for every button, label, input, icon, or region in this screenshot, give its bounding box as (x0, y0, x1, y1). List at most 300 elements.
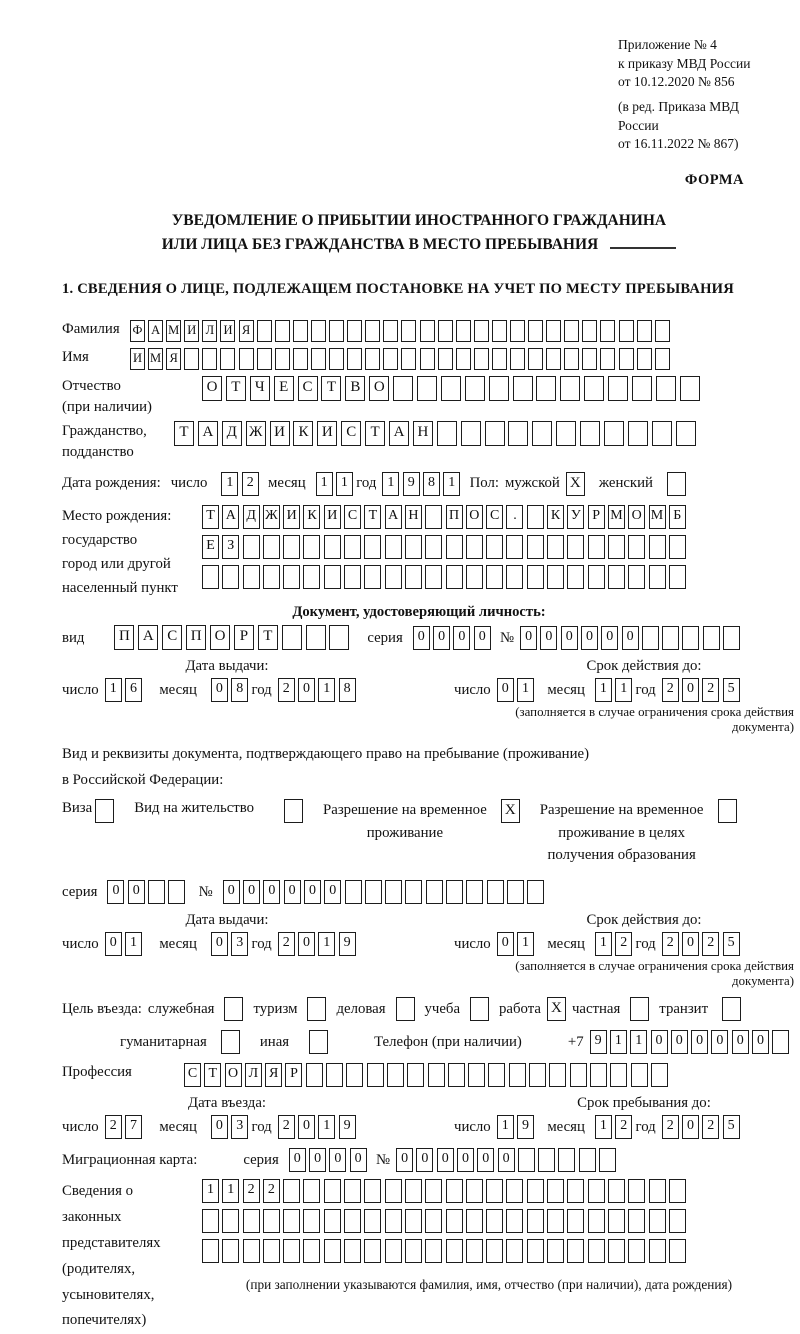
char-cell[interactable] (168, 880, 185, 904)
char-cell[interactable]: 0 (581, 626, 598, 650)
char-cell[interactable]: 0 (682, 678, 699, 702)
char-cell[interactable]: Н (413, 421, 433, 446)
char-cell[interactable]: 0 (284, 880, 301, 904)
char-cell[interactable] (243, 1209, 260, 1233)
char-cell[interactable] (446, 1179, 463, 1203)
residence-permit-checkbox[interactable] (284, 799, 303, 823)
char-cell[interactable]: Т (202, 505, 219, 529)
char-cell[interactable]: 1 (382, 472, 399, 496)
char-cell[interactable] (608, 1209, 625, 1233)
char-cell[interactable] (527, 535, 544, 559)
char-cell[interactable] (506, 565, 523, 589)
char-cell[interactable] (588, 1239, 605, 1263)
char-cell[interactable] (364, 1179, 381, 1203)
surname-cells[interactable] (130, 320, 673, 342)
identity-issue-year-cells[interactable] (278, 678, 359, 702)
char-cell[interactable]: Р (285, 1063, 302, 1087)
char-cell[interactable]: З (222, 535, 239, 559)
char-cell[interactable]: 2 (278, 1115, 295, 1139)
char-cell[interactable]: 2 (263, 1179, 280, 1203)
char-cell[interactable] (282, 625, 302, 650)
char-cell[interactable] (283, 1209, 300, 1233)
patronymic-cells[interactable] (202, 376, 704, 401)
entry-year-cells[interactable] (278, 1115, 359, 1139)
char-cell[interactable] (344, 565, 361, 589)
char-cell[interactable] (221, 1030, 240, 1054)
char-cell[interactable]: 6 (125, 678, 142, 702)
char-cell[interactable] (588, 1179, 605, 1203)
char-cell[interactable] (610, 1063, 627, 1087)
char-cell[interactable] (407, 1063, 424, 1087)
birth-place-line3-cells[interactable] (202, 565, 689, 589)
char-cell[interactable] (396, 997, 415, 1021)
char-cell[interactable] (486, 565, 503, 589)
char-cell[interactable]: 1 (221, 472, 238, 496)
char-cell[interactable]: Т (365, 421, 385, 446)
char-cell[interactable] (486, 535, 503, 559)
char-cell[interactable]: П (114, 625, 134, 650)
char-cell[interactable] (393, 376, 413, 401)
char-cell[interactable] (579, 1148, 596, 1172)
char-cell[interactable] (538, 1148, 555, 1172)
char-cell[interactable] (448, 1063, 465, 1087)
char-cell[interactable]: 1 (595, 1115, 612, 1139)
char-cell[interactable] (669, 1239, 686, 1263)
char-cell[interactable] (604, 421, 624, 446)
char-cell[interactable] (461, 421, 481, 446)
char-cell[interactable] (420, 348, 435, 370)
char-cell[interactable]: 8 (231, 678, 248, 702)
char-cell[interactable]: 0 (497, 678, 514, 702)
char-cell[interactable] (425, 535, 442, 559)
char-cell[interactable]: 0 (223, 880, 240, 904)
char-cell[interactable]: 1 (443, 472, 460, 496)
char-cell[interactable] (243, 565, 260, 589)
char-cell[interactable] (558, 1148, 575, 1172)
char-cell[interactable] (148, 880, 165, 904)
char-cell[interactable] (667, 472, 686, 496)
char-cell[interactable] (425, 505, 442, 529)
char-cell[interactable] (582, 348, 597, 370)
char-cell[interactable] (676, 421, 696, 446)
char-cell[interactable] (405, 880, 422, 904)
char-cell[interactable] (383, 348, 398, 370)
char-cell[interactable] (438, 348, 453, 370)
char-cell[interactable] (329, 320, 344, 342)
char-cell[interactable] (486, 1209, 503, 1233)
char-cell[interactable]: 0 (477, 1148, 494, 1172)
char-cell[interactable]: Ф (130, 320, 145, 342)
char-cell[interactable]: 1 (222, 1179, 239, 1203)
char-cell[interactable] (202, 1239, 219, 1263)
char-cell[interactable]: И (324, 505, 341, 529)
char-cell[interactable] (547, 535, 564, 559)
char-cell[interactable] (405, 535, 422, 559)
visa-checkbox[interactable] (95, 799, 114, 823)
char-cell[interactable]: 9 (339, 1115, 356, 1139)
char-cell[interactable] (347, 320, 362, 342)
char-cell[interactable] (446, 1239, 463, 1263)
char-cell[interactable] (506, 1179, 523, 1203)
char-cell[interactable] (263, 565, 280, 589)
char-cell[interactable]: 1 (202, 1179, 219, 1203)
char-cell[interactable] (425, 1179, 442, 1203)
char-cell[interactable]: 1 (517, 678, 534, 702)
char-cell[interactable] (324, 1239, 341, 1263)
char-cell[interactable]: 2 (662, 678, 679, 702)
char-cell[interactable] (405, 565, 422, 589)
char-cell[interactable] (588, 565, 605, 589)
edu-permit-checkbox[interactable] (718, 799, 737, 823)
char-cell[interactable] (600, 320, 615, 342)
char-cell[interactable]: П (446, 505, 463, 529)
char-cell[interactable]: И (283, 505, 300, 529)
entry-month-cells[interactable] (211, 1115, 252, 1139)
birth-year-cells[interactable] (382, 472, 463, 496)
char-cell[interactable] (385, 535, 402, 559)
char-cell[interactable] (580, 421, 600, 446)
char-cell[interactable]: 0 (671, 1030, 688, 1054)
char-cell[interactable] (662, 626, 679, 650)
char-cell[interactable] (306, 625, 326, 650)
char-cell[interactable] (446, 565, 463, 589)
char-cell[interactable] (202, 565, 219, 589)
char-cell[interactable]: 5 (723, 678, 740, 702)
char-cell[interactable] (283, 1179, 300, 1203)
char-cell[interactable] (405, 1209, 422, 1233)
char-cell[interactable]: Н (405, 505, 422, 529)
char-cell[interactable]: 0 (520, 626, 537, 650)
char-cell[interactable] (649, 1239, 666, 1263)
char-cell[interactable]: Л (202, 320, 217, 342)
char-cell[interactable] (324, 1179, 341, 1203)
char-cell[interactable] (306, 1063, 323, 1087)
char-cell[interactable] (632, 376, 652, 401)
char-cell[interactable]: С (344, 505, 361, 529)
char-cell[interactable] (456, 348, 471, 370)
char-cell[interactable] (344, 535, 361, 559)
char-cell[interactable] (425, 1239, 442, 1263)
char-cell[interactable]: 2 (278, 932, 295, 956)
char-cell[interactable] (588, 535, 605, 559)
char-cell[interactable]: 1 (125, 932, 142, 956)
char-cell[interactable]: О (628, 505, 645, 529)
char-cell[interactable]: А (198, 421, 218, 446)
char-cell[interactable]: 1 (497, 1115, 514, 1139)
char-cell[interactable] (546, 348, 561, 370)
char-cell[interactable] (649, 535, 666, 559)
char-cell[interactable]: И (317, 421, 337, 446)
char-cell[interactable]: 1 (316, 472, 333, 496)
char-cell[interactable] (385, 1179, 402, 1203)
char-cell[interactable]: М (166, 320, 181, 342)
char-cell[interactable] (401, 320, 416, 342)
char-cell[interactable]: 1 (595, 932, 612, 956)
char-cell[interactable] (567, 1179, 584, 1203)
identity-series-cells[interactable] (413, 626, 494, 650)
representatives-line3-cells[interactable] (202, 1239, 776, 1263)
char-cell[interactable] (527, 505, 544, 529)
char-cell[interactable] (506, 1239, 523, 1263)
char-cell[interactable]: 0 (437, 1148, 454, 1172)
char-cell[interactable] (466, 1179, 483, 1203)
char-cell[interactable]: 2 (702, 678, 719, 702)
char-cell[interactable] (466, 1239, 483, 1263)
char-cell[interactable] (485, 421, 505, 446)
char-cell[interactable] (488, 1063, 505, 1087)
identity-kind-cells[interactable] (114, 625, 353, 650)
char-cell[interactable]: 0 (263, 880, 280, 904)
char-cell[interactable]: 2 (662, 1115, 679, 1139)
char-cell[interactable] (446, 1209, 463, 1233)
char-cell[interactable]: 0 (128, 880, 145, 904)
char-cell[interactable] (345, 880, 362, 904)
identity-issue-month-cells[interactable] (211, 678, 252, 702)
char-cell[interactable]: 0 (329, 1148, 346, 1172)
char-cell[interactable]: М (649, 505, 666, 529)
char-cell[interactable] (263, 535, 280, 559)
char-cell[interactable] (567, 565, 584, 589)
char-cell[interactable] (437, 421, 457, 446)
char-cell[interactable] (263, 1209, 280, 1233)
char-cell[interactable] (446, 535, 463, 559)
char-cell[interactable]: 0 (304, 880, 321, 904)
char-cell[interactable]: А (385, 505, 402, 529)
char-cell[interactable]: 0 (540, 626, 557, 650)
migration-series-cells[interactable] (289, 1148, 370, 1172)
char-cell[interactable] (507, 880, 524, 904)
char-cell[interactable] (556, 421, 576, 446)
char-cell[interactable] (682, 626, 699, 650)
char-cell[interactable]: Е (202, 535, 219, 559)
char-cell[interactable] (385, 565, 402, 589)
char-cell[interactable] (385, 1239, 402, 1263)
char-cell[interactable] (326, 1063, 343, 1087)
char-cell[interactable] (630, 997, 649, 1021)
char-cell[interactable]: 0 (457, 1148, 474, 1172)
char-cell[interactable]: Т (204, 1063, 221, 1087)
char-cell[interactable] (619, 348, 634, 370)
char-cell[interactable] (420, 320, 435, 342)
char-cell[interactable] (466, 535, 483, 559)
char-cell[interactable]: 2 (105, 1115, 122, 1139)
char-cell[interactable] (466, 1209, 483, 1233)
char-cell[interactable] (642, 626, 659, 650)
char-cell[interactable]: 3 (231, 932, 248, 956)
char-cell[interactable] (311, 320, 326, 342)
char-cell[interactable] (466, 565, 483, 589)
purpose-other-checkbox[interactable] (309, 1030, 328, 1054)
char-cell[interactable] (243, 1239, 260, 1263)
char-cell[interactable] (527, 565, 544, 589)
char-cell[interactable]: Л (245, 1063, 262, 1087)
char-cell[interactable] (487, 880, 504, 904)
char-cell[interactable] (364, 1239, 381, 1263)
char-cell[interactable] (365, 880, 382, 904)
char-cell[interactable] (570, 1063, 587, 1087)
char-cell[interactable]: 2 (662, 932, 679, 956)
char-cell[interactable] (365, 320, 380, 342)
char-cell[interactable] (564, 320, 579, 342)
char-cell[interactable]: 0 (732, 1030, 749, 1054)
char-cell[interactable]: 2 (242, 472, 259, 496)
char-cell[interactable] (383, 320, 398, 342)
char-cell[interactable] (527, 1179, 544, 1203)
char-cell[interactable] (284, 799, 303, 823)
char-cell[interactable] (428, 1063, 445, 1087)
char-cell[interactable]: 5 (723, 932, 740, 956)
char-cell[interactable]: О (369, 376, 389, 401)
char-cell[interactable]: М (148, 348, 163, 370)
char-cell[interactable] (567, 1209, 584, 1233)
char-cell[interactable]: К (293, 421, 313, 446)
char-cell[interactable] (222, 1209, 239, 1233)
char-cell[interactable] (510, 348, 525, 370)
char-cell[interactable] (656, 376, 676, 401)
char-cell[interactable] (263, 1239, 280, 1263)
char-cell[interactable] (547, 1239, 564, 1263)
char-cell[interactable] (649, 1209, 666, 1233)
char-cell[interactable] (628, 1209, 645, 1233)
char-cell[interactable] (588, 1209, 605, 1233)
char-cell[interactable]: 0 (433, 626, 450, 650)
char-cell[interactable] (307, 997, 326, 1021)
char-cell[interactable]: 1 (630, 1030, 647, 1054)
residence-issue-year-cells[interactable] (278, 932, 359, 956)
char-cell[interactable] (619, 320, 634, 342)
char-cell[interactable] (628, 1179, 645, 1203)
char-cell[interactable]: 0 (350, 1148, 367, 1172)
residence-number-cells[interactable] (223, 880, 548, 904)
char-cell[interactable] (303, 1239, 320, 1263)
char-cell[interactable] (303, 535, 320, 559)
char-cell[interactable] (344, 1179, 361, 1203)
char-cell[interactable] (303, 1209, 320, 1233)
char-cell[interactable]: 8 (423, 472, 440, 496)
char-cell[interactable]: 2 (702, 1115, 719, 1139)
char-cell[interactable] (465, 376, 485, 401)
char-cell[interactable]: Я (265, 1063, 282, 1087)
char-cell[interactable]: X (566, 472, 585, 496)
char-cell[interactable]: X (501, 799, 520, 823)
char-cell[interactable]: 9 (403, 472, 420, 496)
char-cell[interactable]: 0 (396, 1148, 413, 1172)
char-cell[interactable] (347, 348, 362, 370)
residence-expiry-month-cells[interactable] (595, 932, 636, 956)
char-cell[interactable]: А (148, 320, 163, 342)
representatives-line1-cells[interactable] (202, 1179, 776, 1203)
female-checkbox[interactable] (667, 472, 686, 496)
char-cell[interactable]: 1 (318, 1115, 335, 1139)
char-cell[interactable] (649, 1179, 666, 1203)
char-cell[interactable] (367, 1063, 384, 1087)
char-cell[interactable] (637, 320, 652, 342)
char-cell[interactable] (608, 376, 628, 401)
char-cell[interactable] (346, 1063, 363, 1087)
char-cell[interactable]: 0 (682, 932, 699, 956)
char-cell[interactable]: В (345, 376, 365, 401)
char-cell[interactable] (283, 535, 300, 559)
char-cell[interactable]: 8 (339, 678, 356, 702)
phone-cells[interactable] (590, 1030, 793, 1054)
residence-issue-day-cells[interactable] (105, 932, 146, 956)
char-cell[interactable]: 2 (702, 932, 719, 956)
temp-permit-checkbox[interactable] (501, 799, 520, 823)
char-cell[interactable]: 0 (561, 626, 578, 650)
char-cell[interactable] (329, 348, 344, 370)
char-cell[interactable] (324, 535, 341, 559)
char-cell[interactable]: С (341, 421, 361, 446)
char-cell[interactable] (655, 348, 670, 370)
char-cell[interactable] (527, 1209, 544, 1233)
male-checkbox[interactable] (566, 472, 585, 496)
char-cell[interactable]: 9 (517, 1115, 534, 1139)
char-cell[interactable] (364, 565, 381, 589)
char-cell[interactable] (202, 1209, 219, 1233)
char-cell[interactable]: 0 (691, 1030, 708, 1054)
char-cell[interactable] (365, 348, 380, 370)
char-cell[interactable] (239, 348, 254, 370)
char-cell[interactable]: С (298, 376, 318, 401)
char-cell[interactable]: 0 (211, 932, 228, 956)
char-cell[interactable]: Т (174, 421, 194, 446)
char-cell[interactable]: 1 (336, 472, 353, 496)
birth-place-line2-cells[interactable] (202, 535, 689, 559)
char-cell[interactable]: 1 (517, 932, 534, 956)
char-cell[interactable] (608, 1239, 625, 1263)
char-cell[interactable] (492, 348, 507, 370)
char-cell[interactable] (293, 348, 308, 370)
char-cell[interactable]: X (547, 997, 566, 1021)
char-cell[interactable] (387, 1063, 404, 1087)
char-cell[interactable] (456, 320, 471, 342)
stay-year-cells[interactable] (662, 1115, 743, 1139)
char-cell[interactable] (637, 348, 652, 370)
char-cell[interactable] (547, 1209, 564, 1233)
char-cell[interactable] (222, 565, 239, 589)
char-cell[interactable] (486, 1239, 503, 1263)
char-cell[interactable] (599, 1148, 616, 1172)
char-cell[interactable] (655, 320, 670, 342)
char-cell[interactable] (425, 1209, 442, 1233)
char-cell[interactable] (220, 348, 235, 370)
char-cell[interactable] (425, 565, 442, 589)
char-cell[interactable]: Т (258, 625, 278, 650)
char-cell[interactable]: Ж (246, 421, 266, 446)
char-cell[interactable]: А (389, 421, 409, 446)
char-cell[interactable]: 9 (339, 932, 356, 956)
char-cell[interactable] (405, 1179, 422, 1203)
char-cell[interactable] (364, 1209, 381, 1233)
char-cell[interactable] (506, 1209, 523, 1233)
char-cell[interactable]: А (138, 625, 158, 650)
birth-month-cells[interactable] (316, 472, 357, 496)
char-cell[interactable] (547, 1179, 564, 1203)
char-cell[interactable] (275, 348, 290, 370)
char-cell[interactable]: Т (321, 376, 341, 401)
char-cell[interactable]: Д (243, 505, 260, 529)
char-cell[interactable]: О (225, 1063, 242, 1087)
char-cell[interactable]: С (162, 625, 182, 650)
char-cell[interactable] (293, 320, 308, 342)
char-cell[interactable]: 0 (497, 932, 514, 956)
char-cell[interactable] (631, 1063, 648, 1087)
char-cell[interactable]: М (608, 505, 625, 529)
char-cell[interactable] (283, 1239, 300, 1263)
char-cell[interactable] (438, 320, 453, 342)
char-cell[interactable]: 0 (298, 678, 315, 702)
char-cell[interactable] (536, 376, 556, 401)
